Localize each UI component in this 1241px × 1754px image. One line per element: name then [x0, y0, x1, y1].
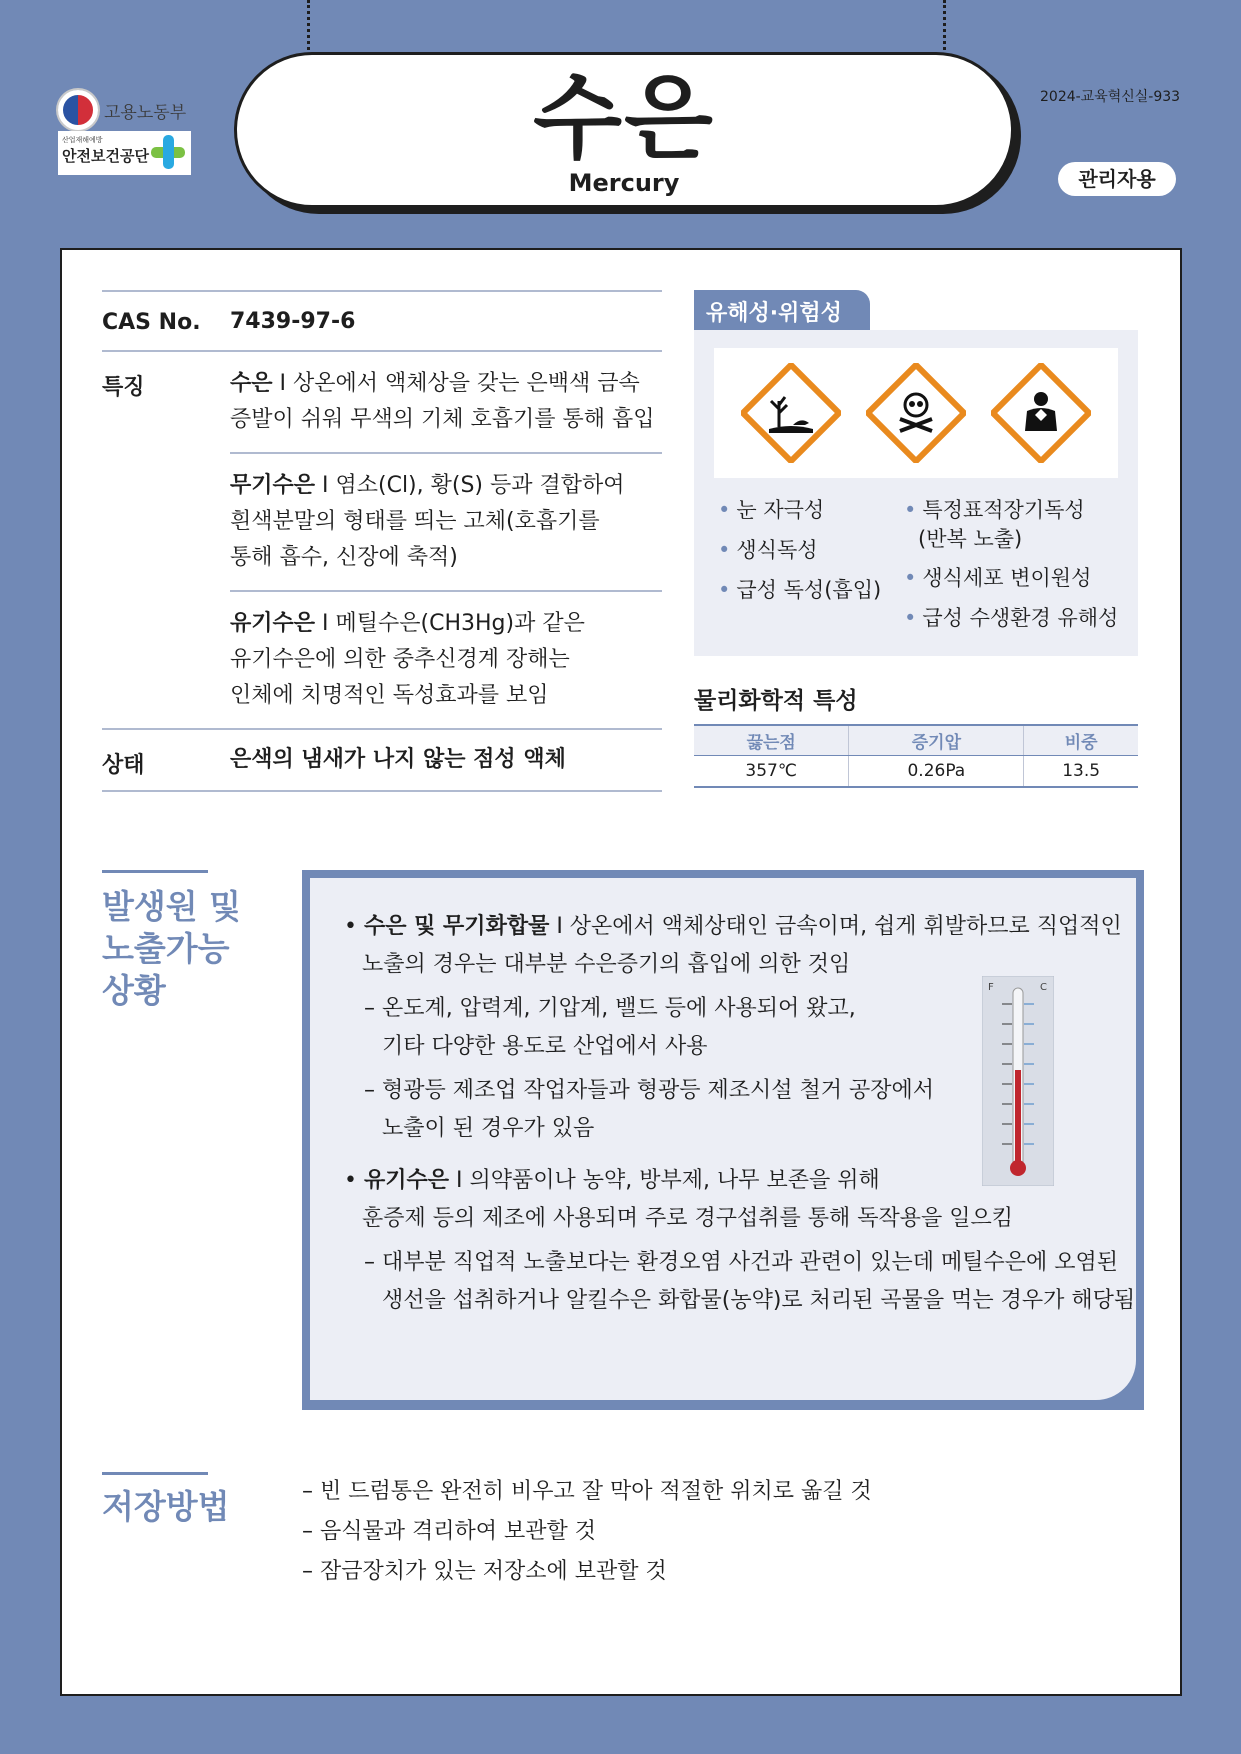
health-hazard-icon — [991, 363, 1091, 463]
physchem-title: 물리화학적 특성 — [694, 688, 858, 714]
column-header: 비중 — [1024, 725, 1138, 755]
hazard-list-left — [718, 490, 881, 610]
storage-list — [302, 1472, 872, 1592]
sub-item: – 형광등 제조업 작업자들과 형광등 제조시설 철거 공장에서 — [364, 1078, 935, 1103]
table-cell: 13.5 — [1024, 755, 1138, 787]
section-rule — [102, 1472, 208, 1475]
column-header: 끓는점 — [694, 725, 849, 755]
hazard-panel — [694, 330, 1138, 656]
list-item: – 음식물과 격리하여 보관할 것 — [302, 1519, 596, 1544]
svg-text:F: F — [988, 982, 994, 993]
taeguk-icon — [58, 90, 98, 130]
table-header-row — [694, 725, 1138, 755]
feature-text: 증발이 쉬워 무색의 기체 호흡기를 통해 흡입 — [230, 407, 655, 432]
exposure-box — [302, 870, 1144, 1410]
list-item: • 생식세포 변이원성 — [904, 566, 1092, 590]
thermometer-icon — [982, 976, 1054, 1186]
list-item: • 생식독성 — [718, 538, 818, 562]
moel-name: 고용노동부 — [104, 102, 187, 123]
cas-value: 7439-97-6 — [230, 309, 356, 334]
sub-item-text: 기타 다양한 용도로 산업에서 사용 — [382, 1034, 708, 1059]
bullet-text: 훈증제 등의 제조에 사용되며 주로 경구섭취를 통해 독작용을 일으킴 — [362, 1206, 1014, 1231]
kosha-logo — [58, 131, 191, 175]
skull-crossbones-icon — [866, 363, 966, 463]
state-value: 은색의 냄새가 나지 않는 점성 액체 — [230, 747, 566, 772]
feature-item — [230, 352, 662, 454]
sub-item-text: 생선을 섭취하거나 알킬수은 화합물(농약)로 처리된 곡물을 먹는 경우가 해당됨 — [382, 1288, 1136, 1313]
hazard-list-right — [904, 490, 1118, 638]
cas-label: CAS No. — [102, 310, 201, 335]
list-item: • 급성 수생환경 유해성 — [904, 606, 1119, 630]
bullet-item: • 유기수은 I 의약품이나 농약, 방부제, 나무 보존을 위해 — [344, 1168, 880, 1193]
feature-text: 흰색분말의 형태를 띄는 고체(호흡기를 — [230, 509, 600, 534]
info-table — [102, 290, 662, 792]
table-cell: 0.26Pa — [849, 755, 1024, 787]
feature-term: 유기수은 — [230, 611, 316, 636]
page-subtitle: Mercury — [568, 169, 680, 197]
feature-term: 무기수은 — [230, 473, 316, 498]
feature-text: 통해 흡수, 신장에 축적) — [230, 545, 458, 570]
list-item: • 급성 독성(흡입) — [718, 578, 882, 602]
document-number: 2024-교육혁신실-933 — [1040, 89, 1181, 105]
audience-badge: 관리자용 — [1058, 162, 1176, 196]
feature-item — [230, 454, 662, 592]
feature-text: I 염소(Cl), 황(S) 등과 결합하여 — [315, 473, 625, 498]
sub-item-text: 노출이 된 경우가 있음 — [382, 1116, 595, 1141]
list-item: • 특정표적장기독성 — [904, 498, 1085, 522]
moel-logo — [58, 90, 186, 130]
sub-item: – 온도계, 압력계, 기압계, 밸드 등에 사용되어 왔고, — [364, 996, 856, 1021]
exposure-title: 발생원 및 노출가능 상황 — [102, 887, 242, 1010]
feature-text: I 메틸수은(CH3Hg)과 같은 — [315, 611, 585, 636]
state-label: 상태 — [102, 753, 145, 778]
feature-label: 특징 — [102, 375, 145, 400]
ghs-pictograms — [714, 348, 1118, 478]
sub-item: – 대부분 직업적 노출보다는 환경오염 사건과 관련이 있는데 메틸수은에 오염된 — [364, 1250, 1119, 1275]
content-card — [60, 248, 1182, 1696]
list-item: • 눈 자극성 — [718, 498, 825, 522]
hazard-title: 유해성·위험성 — [694, 290, 870, 330]
feature-text: 유기수은에 의한 중추신경계 장해는 — [230, 647, 570, 672]
table-row — [694, 755, 1138, 787]
kosha-cross-icon — [151, 135, 185, 169]
feature-item — [230, 592, 662, 728]
feature-text: 인체에 치명적인 독성효과를 보임 — [230, 683, 549, 708]
page-title: 수은 — [533, 65, 715, 172]
title-sign — [234, 52, 1014, 208]
section-rule — [102, 870, 208, 873]
feature-text: I 상온에서 액체상을 갖는 은백색 금속 — [272, 371, 640, 396]
cas-row — [102, 292, 662, 352]
bullet-item: • 수은 및 무기화합물 I 상온에서 액체상태인 금속이며, 쉽게 휘발하므로 직업적인 — [344, 914, 1122, 939]
storage-title: 저장방법 — [102, 1487, 230, 1526]
environment-icon — [741, 363, 841, 463]
list-item-continued: (반복 노출) — [918, 527, 1023, 551]
kosha-subtitle: 산업재해예방 — [62, 136, 103, 144]
list-item: – 잠금장치가 있는 저장소에 보관할 것 — [302, 1559, 667, 1584]
state-row — [102, 730, 662, 792]
table-cell: 357℃ — [694, 755, 849, 787]
column-header: 증기압 — [849, 725, 1024, 755]
bullet-text: 노출의 경우는 대부분 수은증기의 흡입에 의한 것임 — [362, 952, 851, 977]
feature-row — [102, 352, 662, 730]
list-item: – 빈 드럼통은 완전히 비우고 잘 막아 적절한 위치로 옮길 것 — [302, 1479, 872, 1504]
physchem-table — [694, 724, 1138, 788]
feature-term: 수은 — [230, 371, 273, 396]
svg-text:C: C — [1040, 982, 1047, 993]
kosha-name: 안전보건공단 — [62, 147, 149, 165]
